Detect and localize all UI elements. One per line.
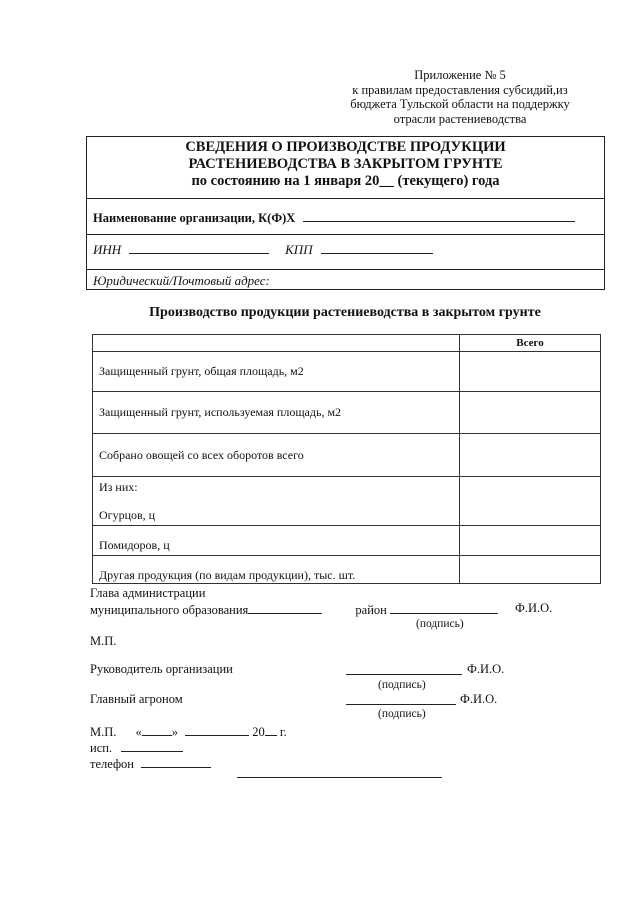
bottom-divider — [237, 777, 442, 778]
phone-line — [90, 755, 211, 772]
head-admin-label-2: муниципального образования — [90, 603, 249, 617]
year-suffix: г. — [279, 725, 287, 739]
total-value-cell[interactable] — [460, 477, 601, 526]
inn-kpp-row — [87, 234, 604, 270]
date-open-quote: « — [135, 725, 142, 739]
inn-field[interactable] — [129, 241, 269, 254]
agronomist-signature-field[interactable] — [346, 692, 456, 705]
form-title-line-1: СВЕДЕНИЯ О ПРОИЗВОДСТВЕ ПРОДУКЦИИ — [185, 139, 506, 155]
date-line — [90, 723, 287, 740]
date-close-quote: » — [171, 725, 179, 739]
section-title: Производство продукции растениеводства в закрытом грунте — [149, 305, 541, 320]
org-head-signature-field[interactable] — [346, 662, 462, 675]
org-head-signature-caption: (подпись) — [378, 679, 426, 691]
org-name-field[interactable] — [303, 209, 575, 222]
year-field[interactable] — [265, 723, 277, 736]
table-row — [93, 526, 601, 556]
table-header-row — [93, 335, 601, 352]
agronomist-signature-caption: (подпись) — [378, 708, 426, 720]
agronomist-label: Главный агроном — [90, 692, 183, 706]
table-row — [93, 556, 601, 584]
phone-field[interactable] — [141, 755, 211, 768]
executor-line — [90, 739, 183, 756]
table-row — [93, 392, 601, 434]
row-label: Огурцов, ц — [99, 508, 156, 522]
table-row — [93, 352, 601, 392]
appendix-note — [330, 68, 590, 126]
appendix-line-3: бюджета Тульской области на поддержку — [350, 97, 570, 111]
phone-label: телефон — [90, 757, 134, 771]
head-admin-label-1: Глава администрации — [90, 586, 206, 600]
municipality-field[interactable] — [248, 601, 322, 614]
row-label: Защищенный грунт, общая площадь, м2 — [93, 352, 460, 392]
header-box — [86, 136, 605, 290]
form-title-line-3: по состоянию на 1 января 20__ (текущего) года — [191, 173, 500, 189]
total-header: Всего — [460, 335, 601, 352]
address-row — [87, 269, 604, 290]
row-label: Собрано овощей со всех оборотов всего — [93, 434, 460, 477]
date-stamp-label: М.П. — [90, 725, 117, 739]
executor-field[interactable] — [121, 739, 183, 752]
day-field[interactable] — [142, 723, 172, 736]
head-admin-signature-field[interactable] — [390, 601, 498, 614]
table-row — [93, 477, 601, 526]
org-head-fio: Ф.И.О. — [467, 662, 505, 676]
month-field[interactable] — [185, 723, 249, 736]
table-header-empty — [93, 335, 460, 352]
row-label: Из них: — [99, 480, 138, 494]
head-admin-fio: Ф.И.О. — [515, 601, 553, 615]
org-label: Наименование организации, К(Ф)Х — [93, 211, 296, 225]
total-value-cell[interactable] — [460, 392, 601, 434]
form-title — [87, 139, 604, 190]
total-value-cell[interactable] — [460, 556, 601, 584]
kpp-label: КПП — [285, 242, 313, 257]
org-head-label: Руководитель организации — [90, 662, 233, 676]
total-value-cell[interactable] — [460, 526, 601, 556]
total-value-cell[interactable] — [460, 434, 601, 477]
stamp-label: М.П. — [90, 634, 117, 648]
appendix-line-1: Приложение № 5 — [414, 68, 506, 82]
head-admin-signature-caption: (подпись) — [416, 618, 464, 630]
appendix-line-2: к правилам предоставления субсидий,из — [352, 82, 568, 97]
production-table — [92, 334, 601, 584]
row-label-group — [93, 477, 460, 526]
agronomist-fio: Ф.И.О. — [460, 692, 498, 706]
head-admin-line — [90, 601, 387, 618]
kpp-field[interactable] — [321, 241, 433, 254]
row-label: Защищенный грунт, используемая площадь, м2 — [93, 392, 460, 434]
table-row — [93, 434, 601, 477]
form-title-line-2: РАСТЕНИЕВОДСТВА В ЗАКРЫТОМ ГРУНТЕ — [188, 156, 503, 172]
row-label: Другая продукция (по видам продукции), тыс. шт. — [93, 556, 460, 584]
executor-label: исп. — [90, 741, 113, 755]
appendix-line-4: отрасли растениеводства — [393, 111, 527, 126]
org-row — [87, 198, 604, 235]
row-label: Помидоров, ц — [93, 526, 460, 556]
year-prefix: 20 — [252, 725, 265, 739]
total-value-cell[interactable] — [460, 352, 601, 392]
inn-label: ИНН — [93, 242, 122, 257]
district-label: район — [355, 603, 387, 617]
address-label: Юридический/Почтовый адрес: — [93, 273, 270, 288]
